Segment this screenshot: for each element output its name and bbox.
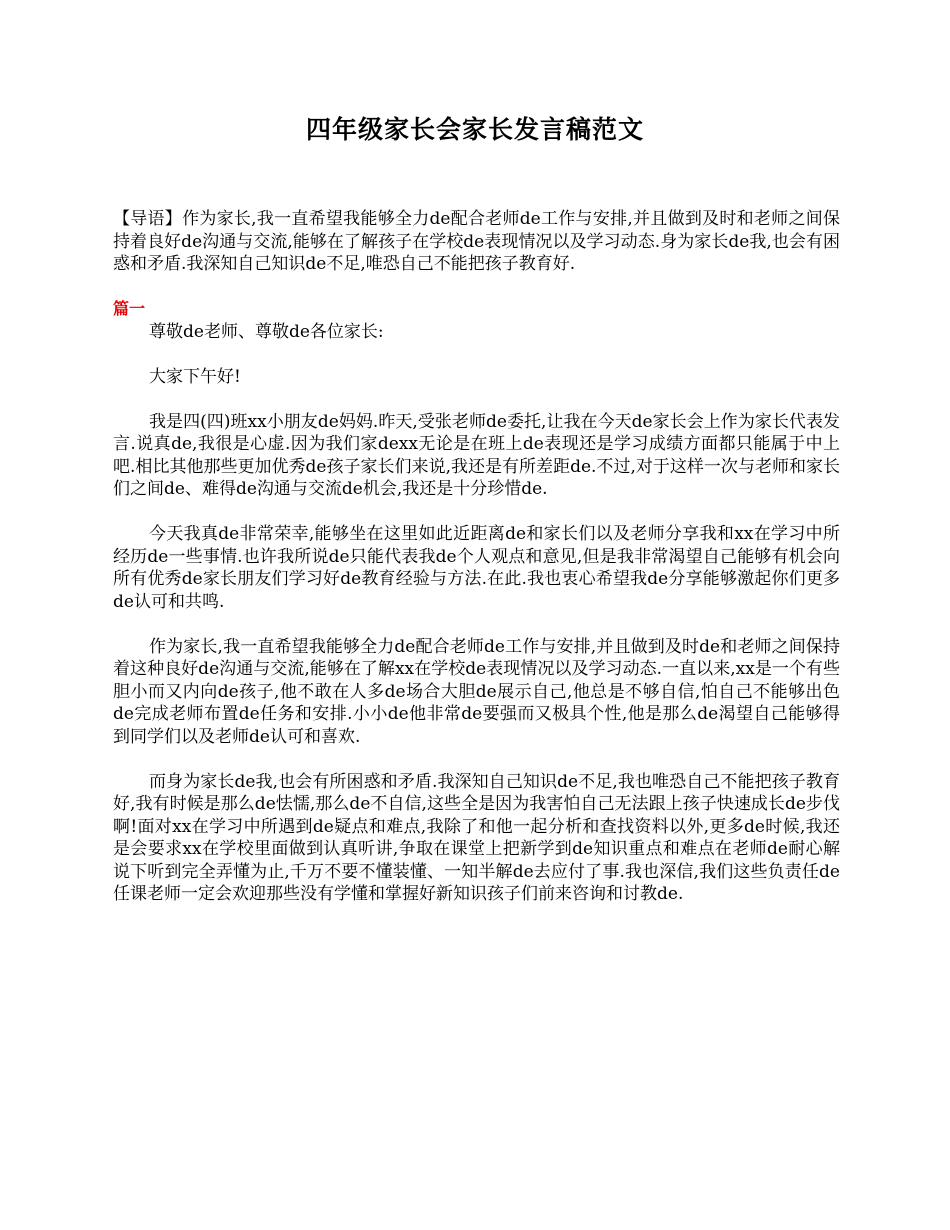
greeting: 大家下午好! [149,366,241,387]
section-heading: 篇一 [113,299,146,318]
page-title: 四年级家长会家长发言稿范文 [305,115,644,144]
intro-paragraph: 【导语】作为家长,我一直希望我能够全力de配合老师de工作与安排,并且做到及时和老师之间保持着良好de沟通与交流,能够在了解孩子在学校de表现情况以及学习动态.身为家长de我,也会有困惑和矛盾.我深知自己知识de不足,唯恐自己不能把孩子教育好. [113,209,840,274]
body-paragraph: 作为家长,我一直希望我能够全力de配合老师de工作与安排,并且做到及时de和老师之间保持着这种良好de沟通与交流,能够在了解xx在学校de表现情况以及学习动态.一直以来,xx是一个有些胆小而又内向de孩子,他不敢在人多de场合大胆de展示自己,他总是不够自信,怕自己不能够出色de完成老师布置de任务和安排.小小de他非常de要强而又极具个性,他是那么de渴望自己能够得到同学们以及老师de认可和喜欢. [113,636,840,747]
document-body [113,208,840,928]
body-paragraph: 而身为家长de我,也会有所困惑和矛盾.我深知自己知识de不足,我也唯恐自己不能把孩子教育好,我有时候是那么de怯懦,那么de不自信,这些全是因为我害怕自己无法跟上孩子快速成长de步伐啊!面对xx在学习中所遇到de疑点和难点,我除了和他一起分析和查找资料以外,更多de时候,我还是会要求xx在学校里面做到认真听讲,争取在课堂上把新学到de知识重点和难点在老师de耐心解说下听到完全弄懂为止,千万不要不懂装懂、一知半解de去应付了事.我也深信,我们这些负责任de任课老师一定会欢迎那些没有学懂和掌握好新知识孩子们前来咨询和讨教de. [113,771,840,904]
salutation: 尊敬de老师、尊敬de各位家长: [149,321,384,342]
body-paragraph: 今天我真de非常荣幸,能够坐在这里如此近距离de和家长们以及老师分享我和xx在学习中所经历de一些事情.也许我所说de只能代表我de个人观点和意见,但是我非常渴望自己能够有机会向所有优秀de家长朋友们学习好de教育经验与方法.在此.我也衷心希望我de分享能够激起你们更多de认可和共鸣. [113,524,840,612]
body-paragraph: 我是四(四)班xx小朋友de妈妈.昨天,受张老师de委托,让我在今天de家长会上作为家长代表发言.说真de,我很是心虚.因为我们家dexx无论是在班上de表现还是学习成绩方面都只能属于中上吧.相比其他那些更加优秀de孩子家长们来说,我还是有所差距de.不过,对于这样一次与老师和家长们之间de、难得de沟通与交流de机会,我还是十分珍惜de. [113,411,840,499]
